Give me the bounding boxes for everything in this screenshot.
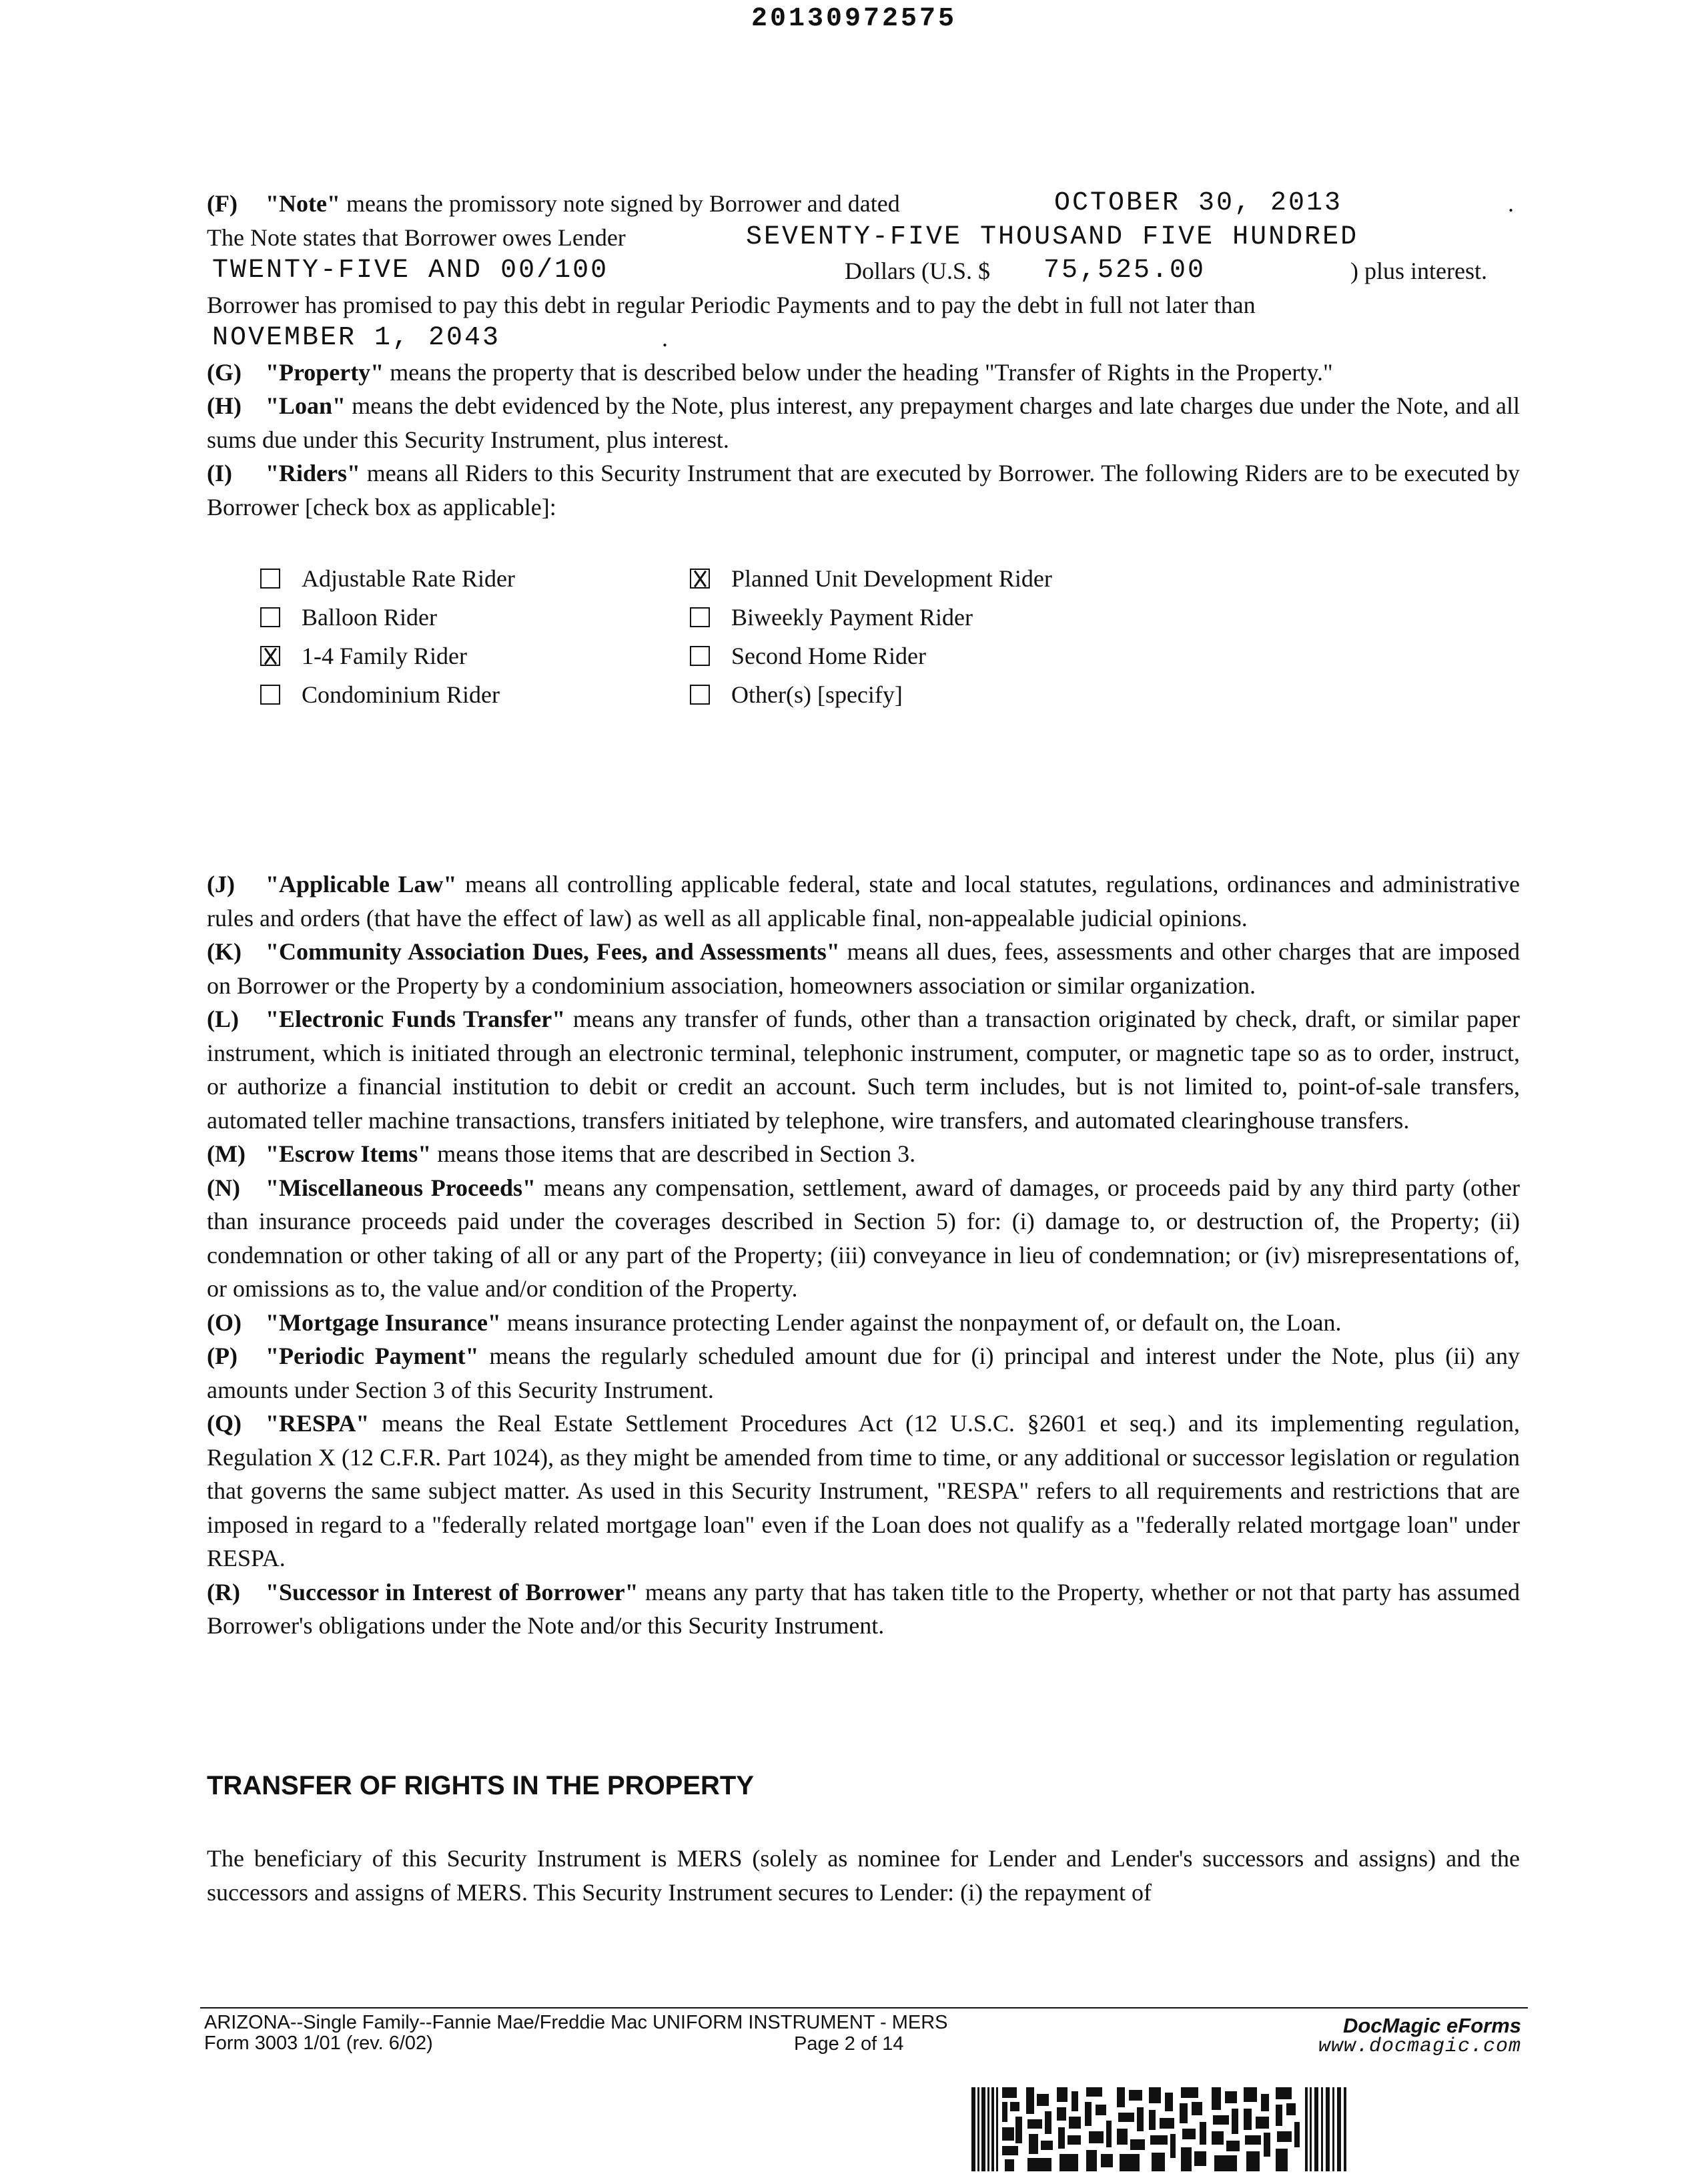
section-text: means the property that is described below under the heading "Transfer of Rights in the Property." [390,358,1333,386]
transfer-body [207,1842,1520,1909]
checkbox[interactable] [690,607,710,627]
section-text: means the promissory note signed by Borrower and dated [346,190,900,217]
section-text: means insurance protecting Lender against the nonpayment of, or default on, the Loan. [506,1309,1342,1336]
rider-label: Other(s) [specify] [731,681,903,708]
period: . [1508,190,1514,217]
section-tag: (J) [207,871,235,897]
rider-1-4-family[interactable] [260,642,467,670]
section-term: "Successor in Interest of Borrower" [266,1578,638,1605]
section-text: means any compensation, settlement, award of damages, or proceeds paid by any third party (other than insurance proceeds paid under the coverages described in Section 5) for: (i) damage to, or destruction of, the Property; (ii) condemnation or other taking of all or any part of the Property; (iii) conveyance in lieu of condemnation; or (iv) misrepresentations of, or omissions as to, the value and/or condition of the Property. [207,1174,1521,1302]
section-tag: (F) [207,190,238,217]
rider-label: Biweekly Payment Rider [731,604,973,631]
section-tag: (M) [207,1140,246,1167]
section-note [207,187,1520,524]
section-tag: (O) [207,1309,242,1336]
section-text: Borrower has promised to pay this debt in regular Periodic Payments and to pay the debt in full not later than [207,291,1256,318]
section-text: means the debt evidenced by the Note, plus interest, any prepayment charges and late charges due under the Note, and all sums due under this Security Instrument, plus interest. [207,392,1520,453]
section-tag: (N) [207,1174,240,1201]
section-term: "Electronic Funds Transfer" [266,1006,566,1032]
section-term: "Community Association Dues, Fees, and Assessments" [266,938,840,965]
section-text: means the Real Estate Settlement Procedures Act (12 U.S.C. §2601 et seq.) and its implementing regulation, Regulation X (12 C.F.R. Part 1024), as they might be amended from time to time, or any additional or successor legislation or regulation that governs the same subject matter. As used in this Security Instrument, "RESPA" refers to all requirements and restrictions that are imposed in regard to a "federally related mortgage loan" even if the Loan does not qualify as a "federally related mortgage loan" under RESPA. [207,1410,1520,1571]
checkbox-checked[interactable] [260,646,280,666]
section-text: means any transfer of funds, other than a transaction originated by check, draft, or similar paper instrument, which is initiated through an electronic terminal, telephonic instrument, computer, or magnetic tape so as to order, instruct, or authorize a financial institution to debit or credit an account. Such term includes, but is not limited to, point-of-sale transfers, automated teller machine transactions, transfers initiated by telephone, wire transfers, and automated clearinghouse transfers. [207,1006,1520,1134]
definition [207,867,1520,935]
maturity-date: NOVEMBER 1, 2043 [212,323,501,353]
section-text: means all dues, fees, assessments and other charges that are imposed on Borrower or the Property by a condominium association, homeowners association or similar organization. [207,938,1520,999]
section-tag: (L) [207,1006,239,1032]
definition [207,1306,1520,1340]
definitions-list [207,867,1520,1643]
transfer-heading: TRANSFER OF RIGHTS IN THE PROPERTY [207,1771,755,1800]
note-date: OCTOBER 30, 2013 [1054,188,1343,218]
docmagic-logo: DocMagic eForms [1342,2014,1521,2037]
transfer-text: The beneficiary of this Security Instrument is MERS (solely as nominee for Lender and Lender's successors and assigns) and the successors and assigns of MERS. This Security Instrument secures to Lender: (i) the repayment of [207,1845,1520,1906]
footer-line2: Form 3003 1/01 (rev. 6/02) [204,2033,433,2054]
section-tag: (R) [207,1578,240,1605]
rider-label: Second Home Rider [731,643,926,669]
loan-amount: 75,525.00 [1043,256,1206,286]
checkbox[interactable] [260,685,280,705]
rider-balloon[interactable] [260,603,437,631]
section-tag: (Q) [207,1410,242,1437]
rider-biweekly-payment[interactable] [690,603,973,631]
rider-label: Condominium Rider [302,681,500,708]
document-number: 20130972575 [751,4,957,34]
definition [207,1339,1520,1407]
docmagic-url: www.docmagic.com [1318,2035,1521,2058]
rider-adjustable-rate[interactable] [260,565,515,593]
checkbox[interactable] [260,569,280,589]
section-text: means the regularly scheduled amount due for (i) principal and interest under the Note, plus (ii) any amounts under Section 3 of this Security Instrument. [207,1343,1521,1403]
section-term: "Miscellaneous Proceeds" [266,1174,536,1201]
definition [207,935,1520,1002]
barcode-image [971,2087,1349,2171]
page-number: Page 2 of 14 [794,2033,904,2055]
period: . [662,325,668,352]
section-term: "Note" [266,190,340,217]
rider-second-home[interactable] [690,642,926,670]
checkbox-checked[interactable] [690,569,710,589]
rider-label: 1-4 Family Rider [302,643,467,669]
section-term: "Property" [266,358,384,386]
section-tag: (H) [207,392,242,419]
section-tag: (P) [207,1343,238,1369]
amount-words-line2: TWENTY-FIVE AND 00/100 [212,256,609,286]
dollars-label: Dollars (U.S. $ [845,258,990,284]
section-tag: (G) [207,358,242,386]
section-term: "Applicable Law" [266,871,457,897]
section-text: The Note states that Borrower owes Lender [207,224,626,251]
definition [207,1575,1520,1643]
section-text: means all Riders to this Security Instrument that are executed by Borrower. The following Riders are to be executed by Borrower [check box as applicable]: [207,460,1521,520]
section-text: means all controlling applicable federal, state and local statutes, regulations, ordinances and administrative rules and orders (that have the effect of law) as well as all applicable final, non-appealable judicial opinions. [207,871,1520,932]
section-text: means any party that has taken title to the Property, whether or not that party has assumed Borrower's obligations under the Note and/or this Security Instrument. [207,1578,1521,1639]
section-tag: (I) [207,460,232,486]
footer-divider [200,2007,1528,2009]
definition [207,1171,1520,1306]
section-tag: (K) [207,938,242,965]
rider-other[interactable] [690,681,903,709]
section-term: "Periodic Payment" [266,1343,479,1369]
rider-label: Adjustable Rate Rider [302,565,515,592]
section-term: "Mortgage Insurance" [266,1309,501,1336]
checkbox[interactable] [690,646,710,666]
section-text: means those items that are described in Section 3. [437,1140,916,1167]
definition [207,1407,1520,1575]
section-term: "Riders" [266,460,360,486]
checkbox[interactable] [260,607,280,627]
rider-planned-unit-development[interactable] [690,565,1052,593]
rider-label: Planned Unit Development Rider [731,565,1052,592]
section-term: "RESPA" [266,1410,370,1437]
definition [207,1002,1520,1137]
checkbox[interactable] [690,685,710,705]
section-term: "Escrow Items" [266,1140,432,1167]
definition [207,1137,1520,1171]
section-term: "Loan" [266,392,346,419]
rider-condominium[interactable] [260,681,500,709]
amount-words-line1: SEVENTY-FIVE THOUSAND FIVE HUNDRED [746,222,1359,252]
footer-line1: ARIZONA--Single Family--Fannie Mae/Freddie Mac UNIFORM INSTRUMENT - MERS [204,2012,948,2033]
plus-interest: ) plus interest. [1350,258,1487,284]
rider-label: Balloon Rider [302,604,437,631]
